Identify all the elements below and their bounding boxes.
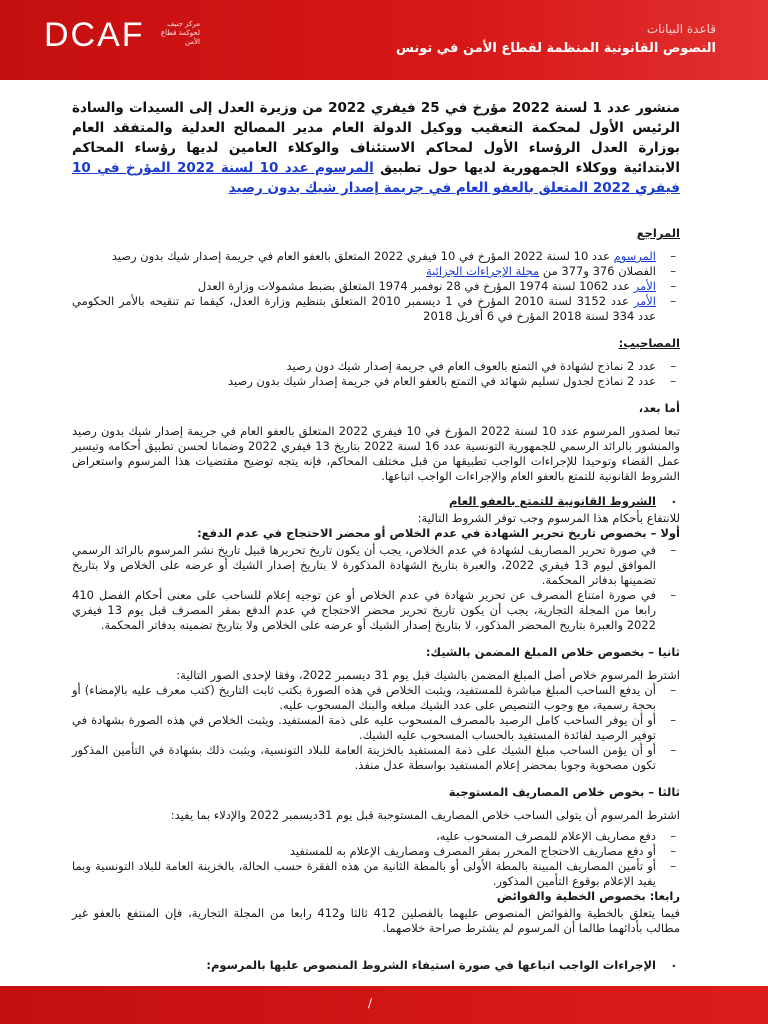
conditions-intro: للانتفاع بأحكام هذا المرسوم وجب توفر الشروط التالية: [417, 511, 680, 525]
logo-tagline: مركز جنيف لحوكمة قطاع الأمن [160, 20, 200, 46]
dcaf-logo [44, 14, 200, 60]
condition-item: – دفع مصاريف الإعلام للمصرف المسحوب عليه، [72, 829, 680, 844]
page-number: / [368, 996, 373, 1010]
header-banner [0, 0, 768, 80]
condition-item: – أو أن يوفر الساحب كامل الرصيد بالمصرف المسحوب عليه على ذمة المستفيد. ويثبت الخلاص في هذه الصورة بشهادة في توفير الرصيد لفائدة المستفيد بالحساب المسحوب عليه الشيك. [72, 713, 680, 743]
condition-item: – في صورة امتناع المصرف عن تحرير شهادة في عدم الخلاص أو عن توجيه إعلام للساحب على معنى أحكام الفصل 410 رابعا من المجلة التجارية، يجب أن يكون تاريخ تحرير محضر الاحتجاج في عدم الدفع بمقر المصرف قبل يوم 13 فيفري 2022 والعبرة بتاريخ المحضر المذكور، لا بتاريخ إصدار الشيك أو عرضه على الخلاص ولا بتاريخ تضمينه بدفاتر المحكمة. [72, 588, 680, 633]
intro-heading: أما بعد، [638, 401, 680, 415]
reference-item: – المرسوم عدد 10 لسنة 2022 المؤرخ في 10 فيفري 2022 المتعلق بالعفو العام في جريمة إصدار شيك بدون رصيد [72, 249, 680, 264]
condition-item: – في صورة تحرير المصاريف لشهادة في عدم الخلاص، يجب أن يكون تاريخ تحريرها قبيل تاريخ نشر المرسوم بالرائد الرسمي الموافق ليوم 13 فيفري 2022، والعبرة بتاريخ الشهادة المذكورة لا بتاريخ إصدار الشيك أو عرضه على الخلاص ولا بتاريخ تضمينها بدفاتر المحكمة. [72, 543, 680, 588]
title-decree-link[interactable]: المرسوم عدد 10 لسنة 2022 المؤرخ في 10 فيفري 2022 المتعلق بالعفو العام في جريمة إصدار شيك بدون رصيد [72, 160, 680, 196]
condition-item: – أن يدفع الساحب المبلغ مباشرة للمستفيد، ويثبت الخلاص في هذه الصورة بكتب ثابت التاريخ (كتب معرف عليه بالإمضاء) أو بحجة رسمية، مع وجوب التنصيص على عدد الشيك مبلغه والبنك المسحوب عليه. [72, 683, 680, 713]
logo-text: DCAF [44, 16, 145, 54]
intro-paragraph: تبعا لصدور المرسوم عدد 10 لسنة 2022 المؤرخ في 10 فيفري 2022 المتعلق بالعفو العام في جريمة إصدار شيك بدون رصيد والمنشور بالرائد الرسمي للجمهورية التونسية عدد 16 لسنة 2022 بتاريخ 13 فيفري 2022 وضمانا لحسن تطبيق أحكامه وتيسير عمل القضاء وتوحيدا للإجراءات الواجب تطبيقها من قبل مختلف المحاكم، فإنه يتجه توضيح مقتضيات هذا المرسوم واستعراض الشروط القانونية للتمتع بالعفو العام والإجراءات الواجب اتباعها. [72, 424, 680, 483]
reference-link[interactable]: الأمر [633, 294, 656, 308]
fourth-condition-heading: رابعا: بخصوص الخطية والفوائض [496, 889, 680, 903]
condition-item: – أو دفع مصاريف الاحتجاج المحرر بمقر المصرف ومصاريف الإعلام به للمستفيد [72, 844, 680, 859]
document-body [72, 98, 680, 981]
document-title [72, 98, 680, 198]
attachment-item: – عدد 2 نماذج لجدول تسليم شهائد في التمتع بالعفو العام في جريمة إصدار شيك بدون رصيد [72, 374, 680, 389]
title-text: منشور عدد 1 لسنة 2022 مؤرخ في 25 فيفري 2022 من وزيرة العدل إلى السيدات والسادة الرئيس الأول لمحكمة التعقيب ووكيل الدولة العام مدير المصالح العدلية والمتفقد العام بوزارة العدل الرؤساء الأول لمحاكم الاستئناف والوكلاء العامين لديها رؤساء المحاكم الابتدائية ووكلاء الجمهورية لديها حول تطبيق [72, 100, 681, 176]
reference-link[interactable]: مجلة الإجراءات الجزائية [425, 264, 540, 278]
reference-link[interactable]: المرسوم [613, 249, 656, 263]
third-condition-intro: اشترط المرسوم أن يتولى الساحب خلاص المصاريف المستوجبة قبل يوم 31ديسمبر 2022 والإدلاء بما يفيد: [170, 808, 680, 822]
second-condition-intro: اشترط المرسوم خلاص أصل المبلغ المضمن بالشيك قبل يوم 31 ديسمبر 2022، وفقا لإحدى الصور التالية: [176, 668, 680, 682]
attachment-item: – عدد 2 نماذج لشهادة في التمتع بالعوف العام في جريمة إصدار شيك دون رصيد [72, 359, 680, 374]
reference-link[interactable]: الأمر [633, 279, 656, 293]
fourth-condition-text: فيما يتعلق بالخطية والفوائض المنصوص عليهما بالفصلين 412 ثالثا و412 رابعا من المجلة التجارية، فإن المنتفع بالعفو غير مطالب بأدائهما طالما أن المرسوم لم يشترط صراحة خلاصهما. [72, 906, 680, 935]
reference-item: – الأمر عدد 3152 لسنة 2010 المؤرخ في 1 ديسمبر 2010 المتعلق بتنظيم وزارة العدل، كيفما تم تنقيحه بالأمر الحكومي عدد 334 لسنة 2018 المؤرخ في 6 أفريل 2018 [72, 294, 680, 324]
procedures-heading: . الإجراءات الواجب اتباعها في صورة استيفاء الشروط المنصوص عليها بالمرسوم: [72, 958, 680, 973]
header-title: النصوص القانونية المنظمة لقطاع الأمن في تونس [395, 41, 716, 56]
first-condition-heading: أولا – بخصوص تاريخ تحرير الشهادة في عدم الخلاص أو محضر الاحتجاج في عدم الدفع: [197, 526, 680, 540]
condition-item: – أو تأمين المصاريف المبينة بالمطة الأولى أو بالمطة الثانية من هذه الفقرة حسب الحالة، بالخزينة العامة للبلاد التونسية وبما يفيد الإعلام بوقوع التأمين المذكور. [72, 859, 680, 889]
third-condition-list [72, 829, 680, 889]
conditions-heading: . الشروط القانونية للتمتع بالعفو العام [72, 494, 680, 509]
header-subtitle: قاعدة البيانات [646, 22, 716, 36]
attachments-list [72, 359, 680, 389]
reference-item: – الفصلان 376 و377 من مجلة الإجراءات الجزائية [72, 264, 680, 279]
footer-banner [0, 986, 768, 1024]
first-condition-list [72, 543, 680, 633]
condition-item: – أو أن يؤمن الساحب مبلغ الشيك على ذمة المستفيد بالخزينة العامة للبلاد التونسية، ويثبت ذلك بشهادة في التأمين المذكور تكون مصحوبة وجوبا بمحضر إعلام المستفيد بواسطة عدل منفذ. [72, 743, 680, 773]
second-condition-list [72, 683, 680, 773]
second-condition-heading: ثانيا – بخصوص خلاص المبلغ المضمن بالشيك: [425, 645, 680, 659]
third-condition-heading: ثالثا – بخوص خلاص المصاريف المستوجبة [448, 785, 680, 799]
attachments-heading: المصاحيب: [618, 336, 680, 350]
references-list [72, 249, 680, 324]
references-heading: المراجع [636, 226, 680, 240]
reference-item: – الأمر عدد 1062 لسنة 1974 المؤرخ في 28 نوفمبر 1974 المتعلق بضبط مشمولات وزارة العدل [72, 279, 680, 294]
